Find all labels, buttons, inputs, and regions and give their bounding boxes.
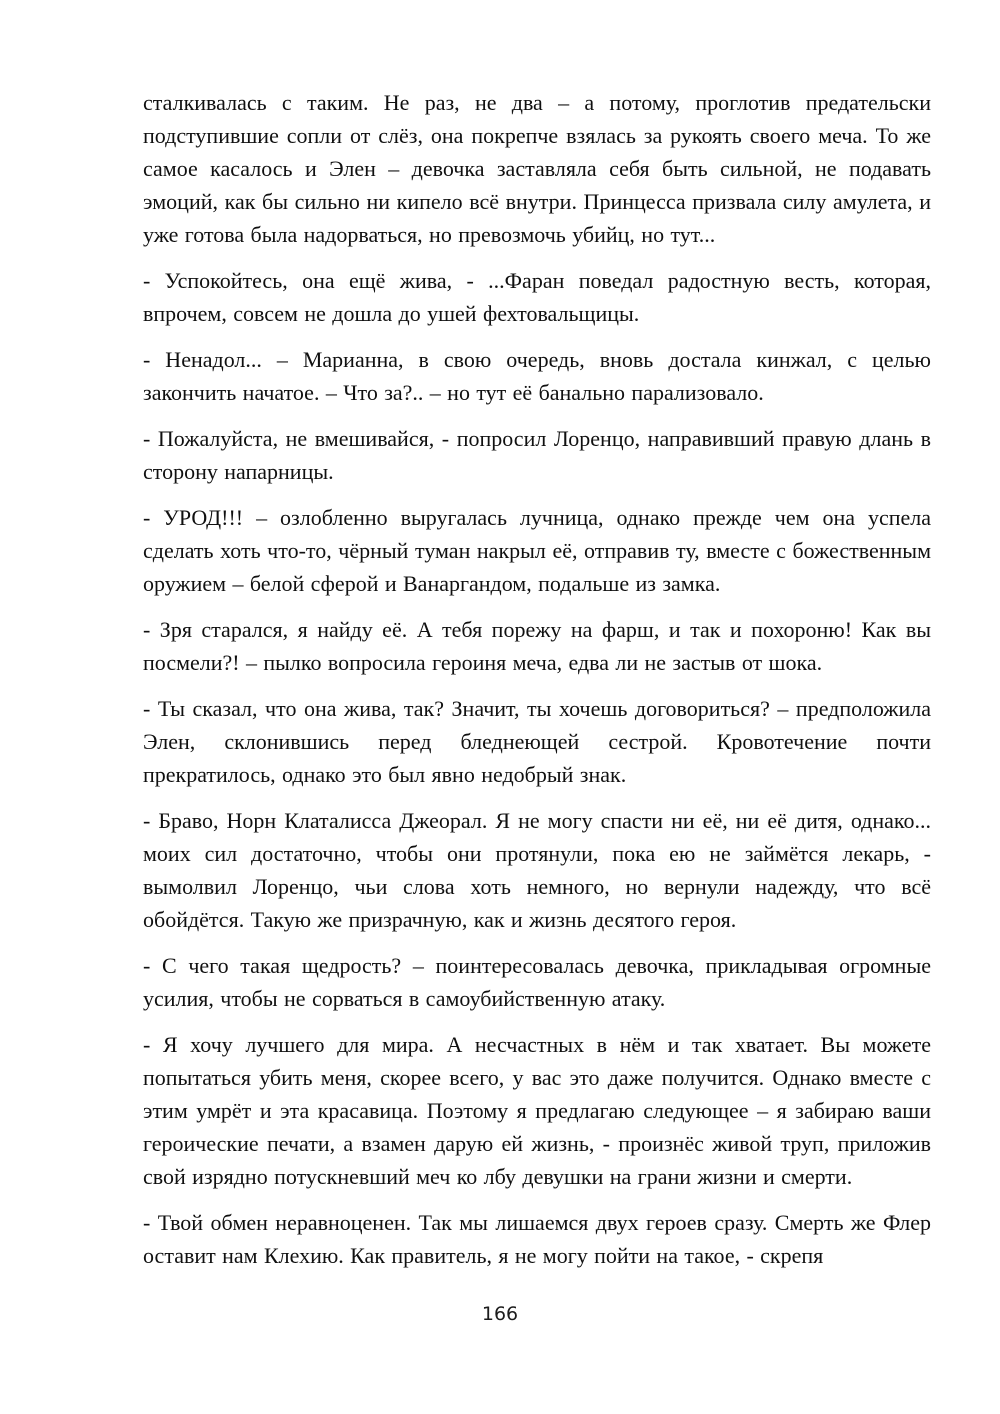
page-number: 166 (481, 1303, 519, 1325)
paragraph-3: - Ненадол... – Марианна, в свою очередь, вновь достала кинжал, с целью закончить начатое. – Что за?.. – но тут её банально парализовало. (143, 347, 931, 405)
text-block (143, 86, 931, 1285)
paragraph-11: - Твой обмен неравноценен. Так мы лишаемся двух героев сразу. Смерть же Флер оставит нам Клехию. Как правитель, я не могу пойти на такое, - скрепя (143, 1210, 931, 1268)
paragraph-9: - С чего такая щедрость? – поинтересовалась девочка, прикладывая огромные усилия, чтобы не сорваться в самоубийственную атаку. (143, 953, 931, 1011)
paragraph-8: - Браво, Норн Клаталисса Джеорал. Я не могу спасти ни её, ни её дитя, однако... моих сил достаточно, чтобы они протянули, пока ею не займётся лекарь, - вымолвил Лоренцо, чьи слова хоть немного, но вернули надежду, что всё обойдётся. Такую же призрачную, как и жизнь десятого героя. (143, 808, 931, 932)
paragraph-6: - Зря старался, я найду её. А тебя порежу на фарш, и так и похороню! Как вы посмели?! – пылко вопросила героиня меча, едва ли не застыв от шока. (143, 617, 931, 675)
paragraph-10: - Я хочу лучшего для мира. А несчастных в нём и так хватает. Вы можете попытаться убить меня, скорее всего, у вас это даже получится. Однако вместе с этим умрёт и эта красавица. Поэтому я предлагаю следующее – я забираю ваши героические печати, а взамен дарую ей жизнь, - произнёс живой труп, приложив свой изрядно потускневший меч ко лбу девушки на грани жизни и смерти. (143, 1032, 931, 1189)
paragraph-2: - Успокойтесь, она ещё жива, - ...Фаран поведал радостную весть, которая, впрочем, совсем не дошла до ушей фехтовальщицы. (143, 268, 931, 326)
paragraph-1: сталкивалась с таким. Не раз, не два – а потому, проглотив предательски подступившие сопли от слёз, она покрепче взялась за рукоять своего меча. То же самое касалось и Элен – девочка заставляла себя быть сильной, не подавать эмоций, как бы сильно ни кипело всё внутри. Принцесса призвала силу амулета, и уже готова была надорваться, но превозмочь убийц, но тут... (143, 90, 931, 247)
paragraph-7: - Ты сказал, что она жива, так? Значит, ты хочешь договориться? – предположила Элен, склонившись перед бледнеющей сестрой. Кровотечение почти прекратилось, однако это был явно недобрый знак. (143, 696, 931, 787)
paragraph-5: - УРОД!!! – озлобленно выругалась лучница, однако прежде чем она успела сделать хоть что-то, чёрный туман накрыл её, отправив ту, вместе с божественным оружием – белой сферой и Ванаргандом, подальше из замка. (143, 505, 931, 596)
paragraph-4: - Пожалуйста, не вмешивайся, - попросил Лоренцо, направивший правую длань в сторону напарницы. (143, 426, 931, 484)
